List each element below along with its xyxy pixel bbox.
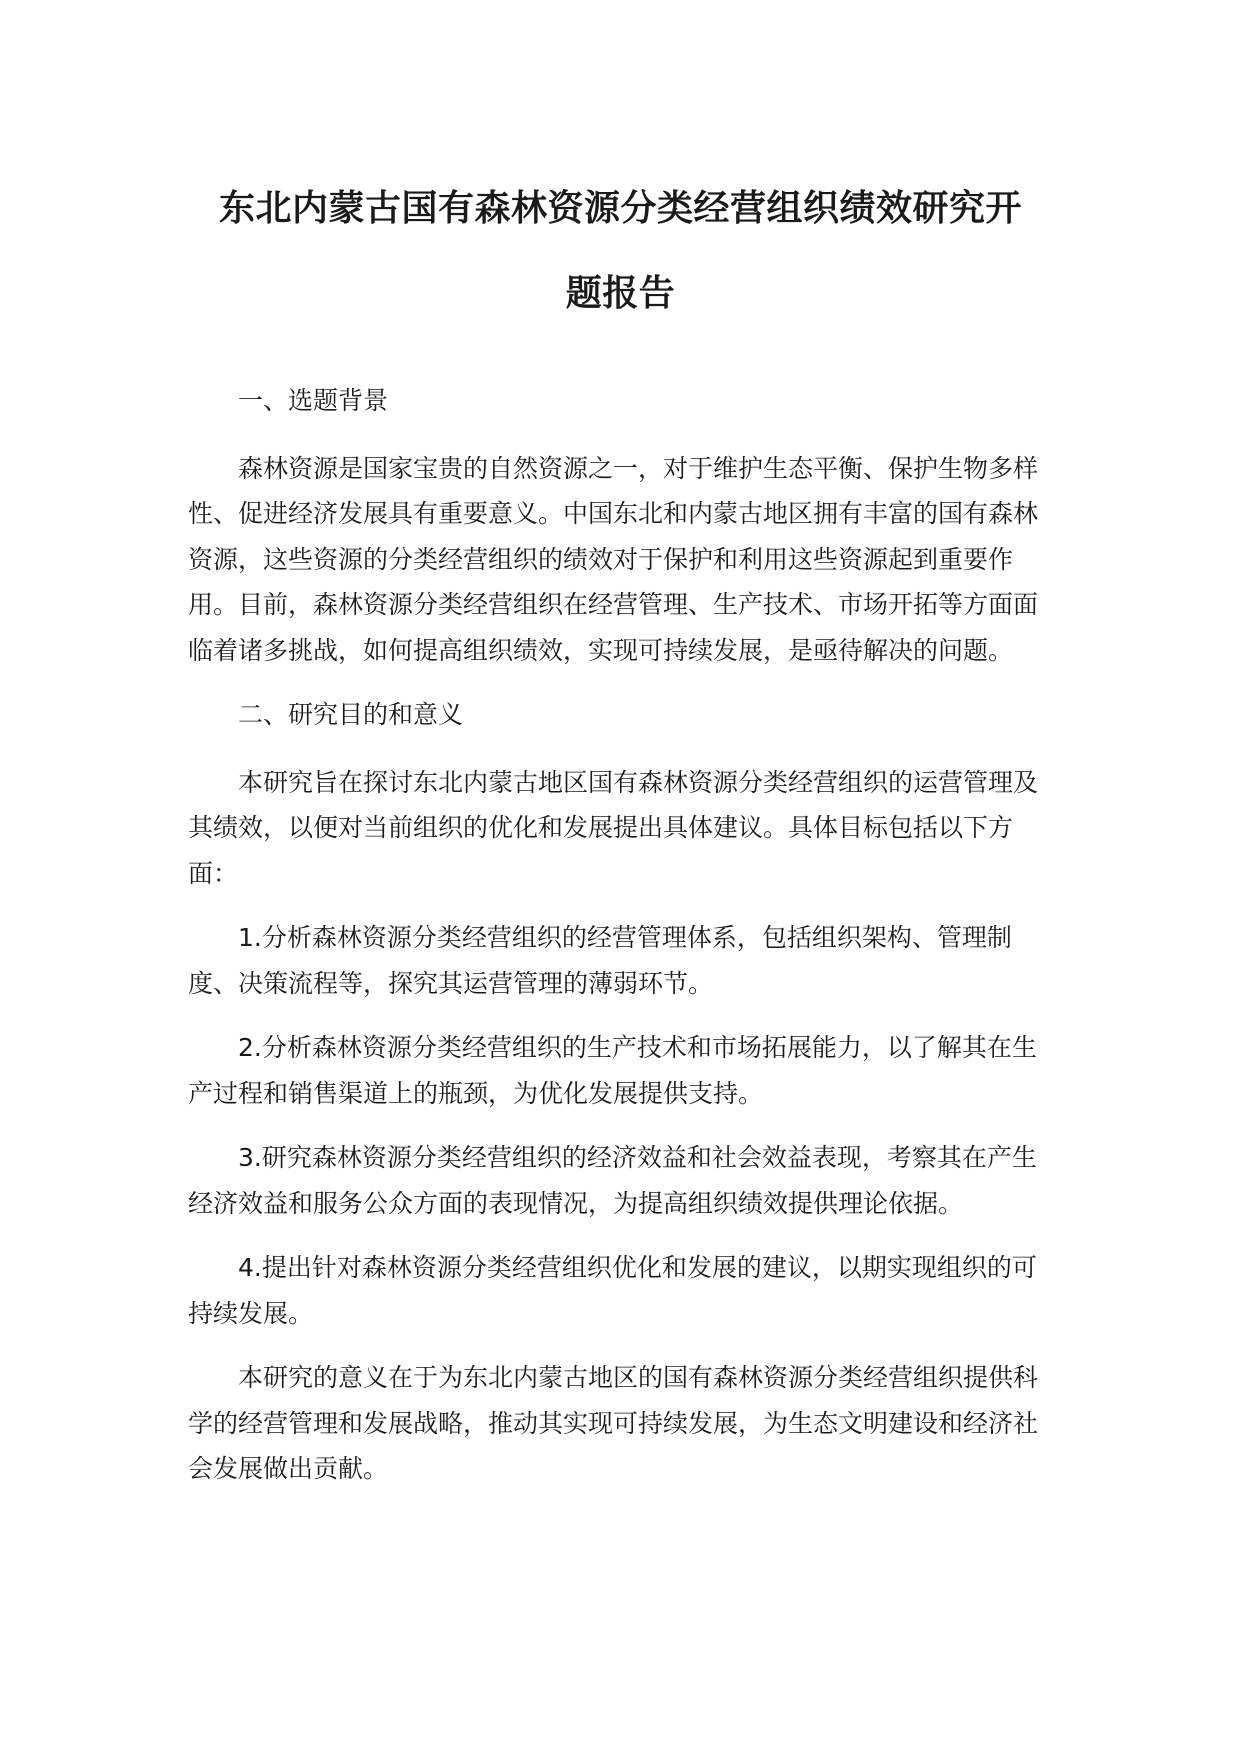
list-item-goal-4: 4.提出针对森林资源分类经营组织优化和发展的建议，以期实现组织的可持续发展。 (188, 1253, 1037, 1328)
paragraph-significance: 本研究的意义在于为东北内蒙古地区的国有森林资源分类经营组织提供科学的经营管理和发展战略，推动其实现可持续发展，为生态文明建设和经济社会发展做出贡献。 (188, 1363, 1039, 1483)
section-heading-purpose: 二、研究目的和意义 (238, 700, 464, 729)
list-item-goal-1: 1.分析森林资源分类经营组织的经营管理体系，包括组织架构、管理制度、决策流程等，探究其运营管理的薄弱环节。 (188, 923, 1012, 998)
document-body (188, 378, 1040, 1511)
document-title-line-2: 题报告 (565, 273, 676, 314)
list-item-goal-2: 2.分析森林资源分类经营组织的生产技术和市场拓展能力，以了解其在生产过程和销售渠道上的瓶颈，为优化发展提供支持。 (188, 1033, 1037, 1108)
paragraph-purpose-intro: 本研究旨在探讨东北内蒙古地区国有森林资源分类经营组织的运营管理及其绩效，以便对当前组织的优化和发展提出具体建议。具体目标包括以下方面： (188, 767, 1039, 888)
document-title-line-1: 东北内蒙古国有森林资源分类经营组织绩效研究开 (218, 188, 1022, 229)
paragraph-background: 森林资源是国家宝贵的自然资源之一，对于维护生态平衡、保护生物多样性、促进经济发展具有重要意义。中国东北和内蒙古地区拥有丰富的国有森林资源，这些资源的分类经营组织的绩效对于保护和利用这些资源起到重要作用。目前，森林资源分类经营组织在经营管理、生产技术、市场开拓等方面面临着诸多挑战，如何提高组织绩效，实现可持续发展，是亟待解决的问题。 (188, 453, 1039, 665)
list-item-goal-3: 3.研究森林资源分类经营组织的经济效益和社会效益表现，考察其在产生经济效益和服务公众方面的表现情况，为提高组织绩效提供理论依据。 (188, 1143, 1037, 1218)
section-heading-background: 一、选题背景 (238, 386, 389, 415)
